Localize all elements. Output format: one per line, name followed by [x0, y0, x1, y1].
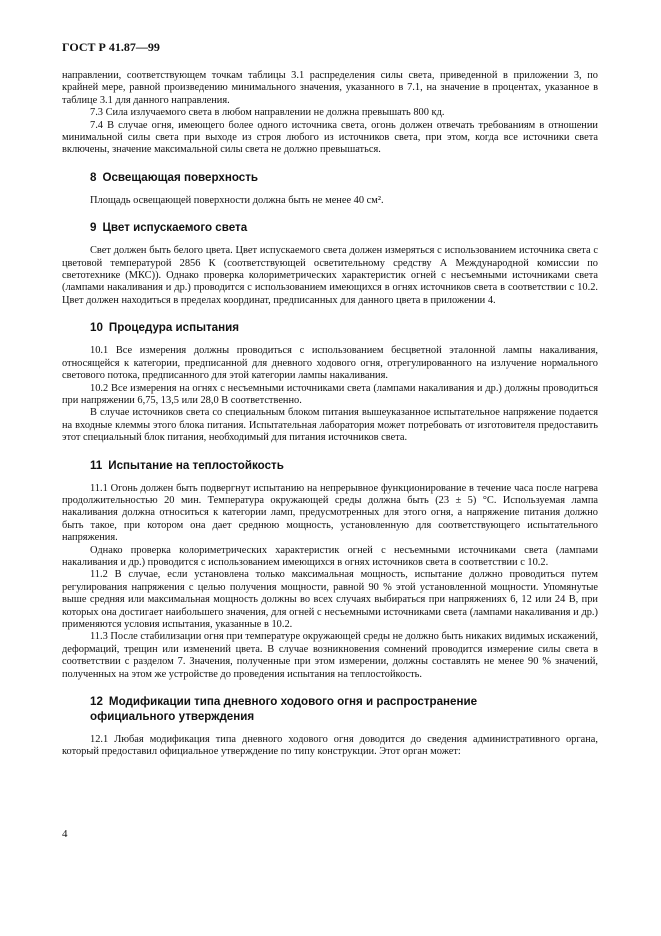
- paragraph: В случае источников света со специальным блоком питания вышеуказанное испытательное напряжение подается на входные клеммы этого блока питания. Испытательная лаборатория может потребовать от изготовителя предоставить этот специальный блок питания, необходимый для питания источников света.: [62, 407, 598, 444]
- paragraph: 11.2 В случае, если установлена только максимальная мощность, испытание должно проводиться путем регулирования напряжения с целью получения мощности, равной 90 % этой установленной мощности. Упомянутые выше средняя или максимальная мощность должны во всех случаях выбираться при напряжениях 6, 12 или 24 В, при которых она достигает наибольшего значения, для огней с несъемными источниками света (лампами накаливания и др.) применяются условия испытания, указанные в 10.2.: [62, 569, 598, 630]
- section-title-continued: официального утверждения: [90, 709, 255, 723]
- section-number: 9: [90, 221, 97, 235]
- section-title: Испытание на теплостойкость: [108, 458, 284, 472]
- paragraph: 12.1 Любая модификация типа дневного ходового огня доводится до сведения административного органа, который предоставил официальное утверждение по типу конструкции. Этот орган может:: [62, 734, 598, 758]
- section-heading-12: [90, 695, 598, 724]
- section-heading-10: [90, 321, 598, 335]
- section-number: 11: [90, 458, 103, 472]
- section-title: Процедура испытания: [108, 321, 240, 335]
- paragraph: 10.1 Все измерения должны проводиться с использованием бесцветной эталонной лампы накаливания, относящейся к категории, предписанной для дневного ходового огня, отрегулированного на излучение нормального светового потока, предписанного для этой категории лампы накаливания.: [62, 345, 598, 382]
- paragraph: 7.4 В случае огня, имеющего более одного источника света, огонь должен отвечать требованиям в отношении минимальной силы света при выходе из строя любого из источников света, при этом, когда все источники света включены, значение максимальной силы света не должно превышаться.: [62, 119, 598, 156]
- section-title: Модификации типа дневного ходового огня и распространение: [108, 695, 478, 709]
- page-number: 4: [62, 828, 68, 840]
- section-title: Цвет испускаемого света: [102, 221, 248, 235]
- paragraph: Однако проверка колориметрических характеристик огней с несъемными источниками света (лампами накаливания и др.) проводится с использованием имеющихся в огнях источников света в соответствии с 10.2.: [62, 544, 598, 568]
- section-heading-8: [90, 171, 598, 185]
- paragraph: 11.3 После стабилизации огня при температуре окружающей среды не должно быть никаких видимых искажений, деформаций, трещин или изменений цвета. В случае возникновения сомнений проводится измерение силы света в соответствии с разделом 7. Значения, полученные при этом измерении, должны составлять не менее 90 % значений, полученных на этом же устройстве до проведения испытания на теплостойкость.: [62, 631, 598, 680]
- document-page: [62, 40, 598, 759]
- section-number: 12: [90, 695, 103, 709]
- section-number: 10: [90, 321, 103, 335]
- paragraph: Свет должен быть белого цвета. Цвет испускаемого света должен измеряться с использованием источника света с цветовой температурой 2856 К (соответствующей осветительному средству А Международной комиссии по светотехнике (МКС)). Однако проверка колориметрических характеристик огней с несъемными источниками света (лампами накаливания и др.) проводится с использованием имеющихся в огнях источников света в соответствии с 10.2. Цвет должен находиться в пределах координат, предписанных для данного цвета в приложении 4.: [62, 245, 598, 306]
- section-heading-9: [90, 221, 598, 235]
- section-number: 8: [90, 170, 97, 184]
- paragraph: направлении, соответствующем точкам таблицы 3.1 распределения силы света, приведенной в приложении 3, по крайней мере, равной произведению минимального значения, указанного в 7.1, на значение в процентах, указанное в таблице 3.1 для данного направления.: [62, 70, 598, 106]
- paragraph: Площадь освещающей поверхности должна быть не менее 40 см².: [90, 194, 384, 206]
- section-heading-11: [90, 459, 598, 473]
- paragraph: 7.3 Сила излучаемого света в любом направлении не должна превышать 800 кд.: [90, 107, 445, 119]
- document-header: ГОСТ Р 41.87—99: [62, 40, 160, 54]
- paragraph: 11.1 Огонь должен быть подвергнут испытанию на непрерывное функционирование в течение часа после нагрева продолжительностью 20 мин. Температура окружающей среды должна быть (23 ± 5) °С. Используемая лампа накаливания должна относиться к категории ламп, предусмотренных для этого огня, а напряжение питания должно быть такое, при котором она дает среднюю мощность, установленную для соответствующего испытательного напряжения.: [62, 482, 598, 544]
- section-title: Освещающая поверхность: [102, 170, 259, 184]
- paragraph: 10.2 Все измерения на огнях с несъемными источниками света (лампами накаливания и др.) должны проводиться при напряжении 6,75, 13,5 или 28,0 В соответственно.: [62, 382, 598, 406]
